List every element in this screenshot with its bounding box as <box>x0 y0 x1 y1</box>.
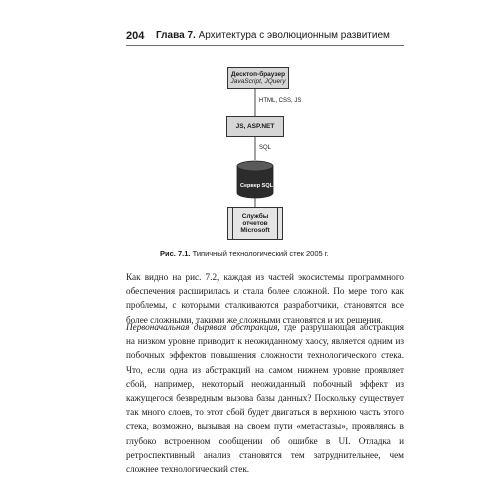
database-node-label: Сервер SQL <box>240 183 273 189</box>
browser-node-subtitle: JavaScript, JQuery <box>230 78 286 85</box>
reports-node-line1: Службы <box>241 213 269 220</box>
body-paragraph-2-text: , где разрушающая абстракция на низком уровне приводит к неожиданному хаосу, является одним из побочных эффектов повышения сложности технологического стека. Что, если одна из абстракций на самом нижнем уровне проявляет сбой, например, некоторый неожиданный побочный эффект из кажущегося безвредным вызова базы данных? Поскольку существует так много слоев, то этот сбой будет двигаться в верхнюю часть этого стека, возможно, вызывая на своем пути «метастазы», проявляясь в глубоко встроенном сообщении об ошибке в UI. Отладка и ретроспективный анализ становятся тем затруднительнее, чем сложнее технологический стек. <box>126 322 404 475</box>
chapter-title: Архитектура с эволюционным развитием <box>198 30 390 41</box>
chapter-label: Глава 7. <box>156 30 196 41</box>
edge-label-sql: SQL <box>259 145 272 151</box>
reports-node <box>227 207 283 240</box>
term-leaky-abstraction: Первоначальная дырявая абстракция <box>126 322 278 332</box>
browser-node-title: Десктоп-браузер <box>230 71 286 78</box>
server-node <box>226 116 284 137</box>
reports-node-line2: отчетов <box>242 220 268 227</box>
body-paragraph-1: Как видно на рис. 7.2, каждая из частей экосистемы программного обеспечения расширилась и стала более сложной. По мере того как проблемы, с которыми сталкиваются разработчики, становятся все более сложными, такими же сложными становятся и их решения. <box>126 272 404 325</box>
server-node-title: JS, ASP.NET <box>235 123 275 130</box>
edge-label-html-css-js: HTML, CSS, JS <box>259 98 302 104</box>
database-cylinder-icon <box>237 161 273 198</box>
figure-caption-text: Типичный технологический стек 2005 г. <box>192 249 329 258</box>
figure-caption-label: Рис. 7.1. <box>160 249 191 258</box>
page-number: 204 <box>126 30 145 42</box>
figure-caption <box>160 249 360 258</box>
body-paragraph-2 <box>126 320 404 476</box>
reports-node-line3: Microsoft <box>240 227 270 234</box>
